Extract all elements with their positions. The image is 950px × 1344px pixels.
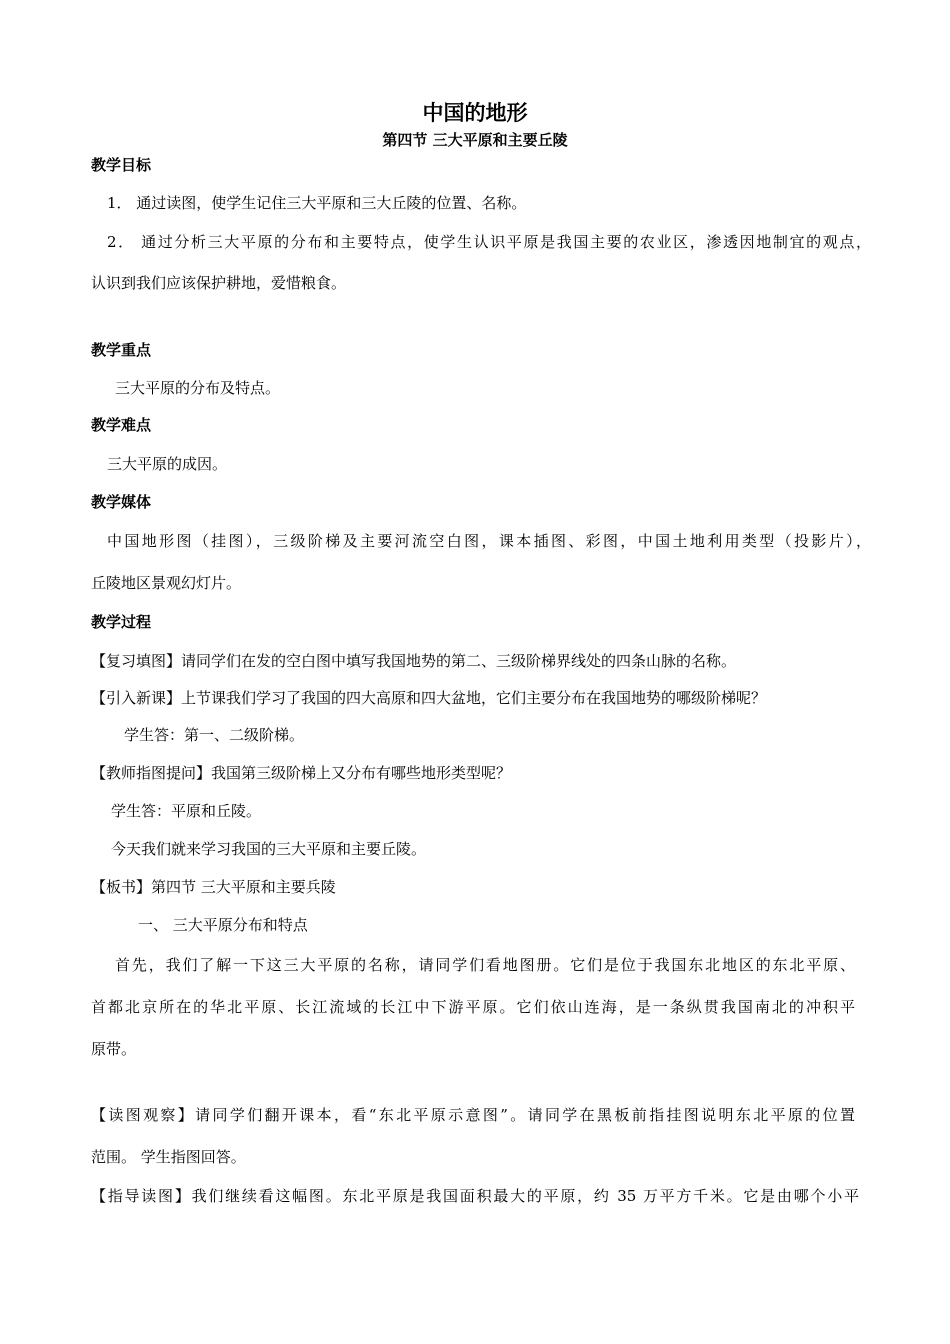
goal-item-2-line-2: 认识到我们应该保护耕地，爱惜粮食。 <box>91 274 347 292</box>
process-heading: 教学过程 <box>91 613 152 631</box>
paragraph-1-line-2: 首都北京所在的华北平原、长江流域的长江中下游平原。它们依山连海，是一条纵贯我国南北的冲积平 <box>91 998 855 1016</box>
document-title: 中国的地形 <box>422 101 528 125</box>
document-subtitle: 第四节 三大平原和主要丘陵 <box>382 131 568 149</box>
guide-map-line-1: 【指导读图】我们继续看这幅图。东北平原是我国面积最大的平原，约 35 万平方千米。它是由哪个小平 <box>91 1187 859 1205</box>
paragraph-1-line-3: 原带。 <box>91 1040 137 1058</box>
review-fill-map: 【复习填图】请同学们在发的空白图中填写我国地势的第二、三级阶梯界线处的四条山脉的名称。 <box>91 652 737 670</box>
today-topic: 今天我们就来学习我国的三大平原和主要丘陵。 <box>111 840 427 858</box>
goal-item-1: 1． 通过读图，使学生记住三大平原和三大丘陵的位置、名称。 <box>107 194 527 212</box>
board-note: 【板书】第四节 三大平原和主要兵陵 <box>91 878 336 896</box>
difficulty-text: 三大平原的成因。 <box>107 455 228 473</box>
goals-heading: 教学目标 <box>91 156 152 174</box>
section-1-title: 一、 三大平原分布和特点 <box>138 916 308 934</box>
paragraph-1-line-1: 首先，我们了解一下这三大平原的名称，请同学们看地图册。它们是位于我国东北地区的东北平原、 <box>115 956 855 974</box>
media-heading: 教学媒体 <box>91 493 152 511</box>
goal-item-2-line-1: 2． 通过分析三大平原的分布和主要特点，使学生认识平原是我国主要的农业区，渗透因地制宜的观点， <box>107 233 871 251</box>
read-map-line-2: 范围。 学生指图回答。 <box>91 1148 246 1166</box>
media-line-1: 中国地形图（挂图），三级阶梯及主要河流空白图，课本插图、彩图，中国土地利用类型（投影片）， <box>107 532 871 550</box>
student-answer-1: 学生答：第一、二级阶梯。 <box>124 726 305 744</box>
difficulty-heading: 教学难点 <box>91 416 152 434</box>
key-point-heading: 教学重点 <box>91 341 152 359</box>
student-answer-2: 学生答：平原和丘陵。 <box>111 802 262 820</box>
intro-new-lesson: 【引入新课】上节课我们学习了我国的四大高原和四大盆地，它们主要分布在我国地势的哪级阶梯呢？ <box>91 689 767 707</box>
teacher-question: 【教师指图提问】我国第三级阶梯上又分布有哪些地形类型呢？ <box>91 764 512 782</box>
read-map-line-1: 【读图观察】请同学们翻开课本，看“东北平原示意图”。请同学在黑板前指挂图说明东北平原的位置 <box>91 1106 855 1124</box>
key-point-text: 三大平原的分布及特点。 <box>115 379 281 397</box>
media-line-2: 丘陵地区景观幻灯片。 <box>91 574 242 592</box>
